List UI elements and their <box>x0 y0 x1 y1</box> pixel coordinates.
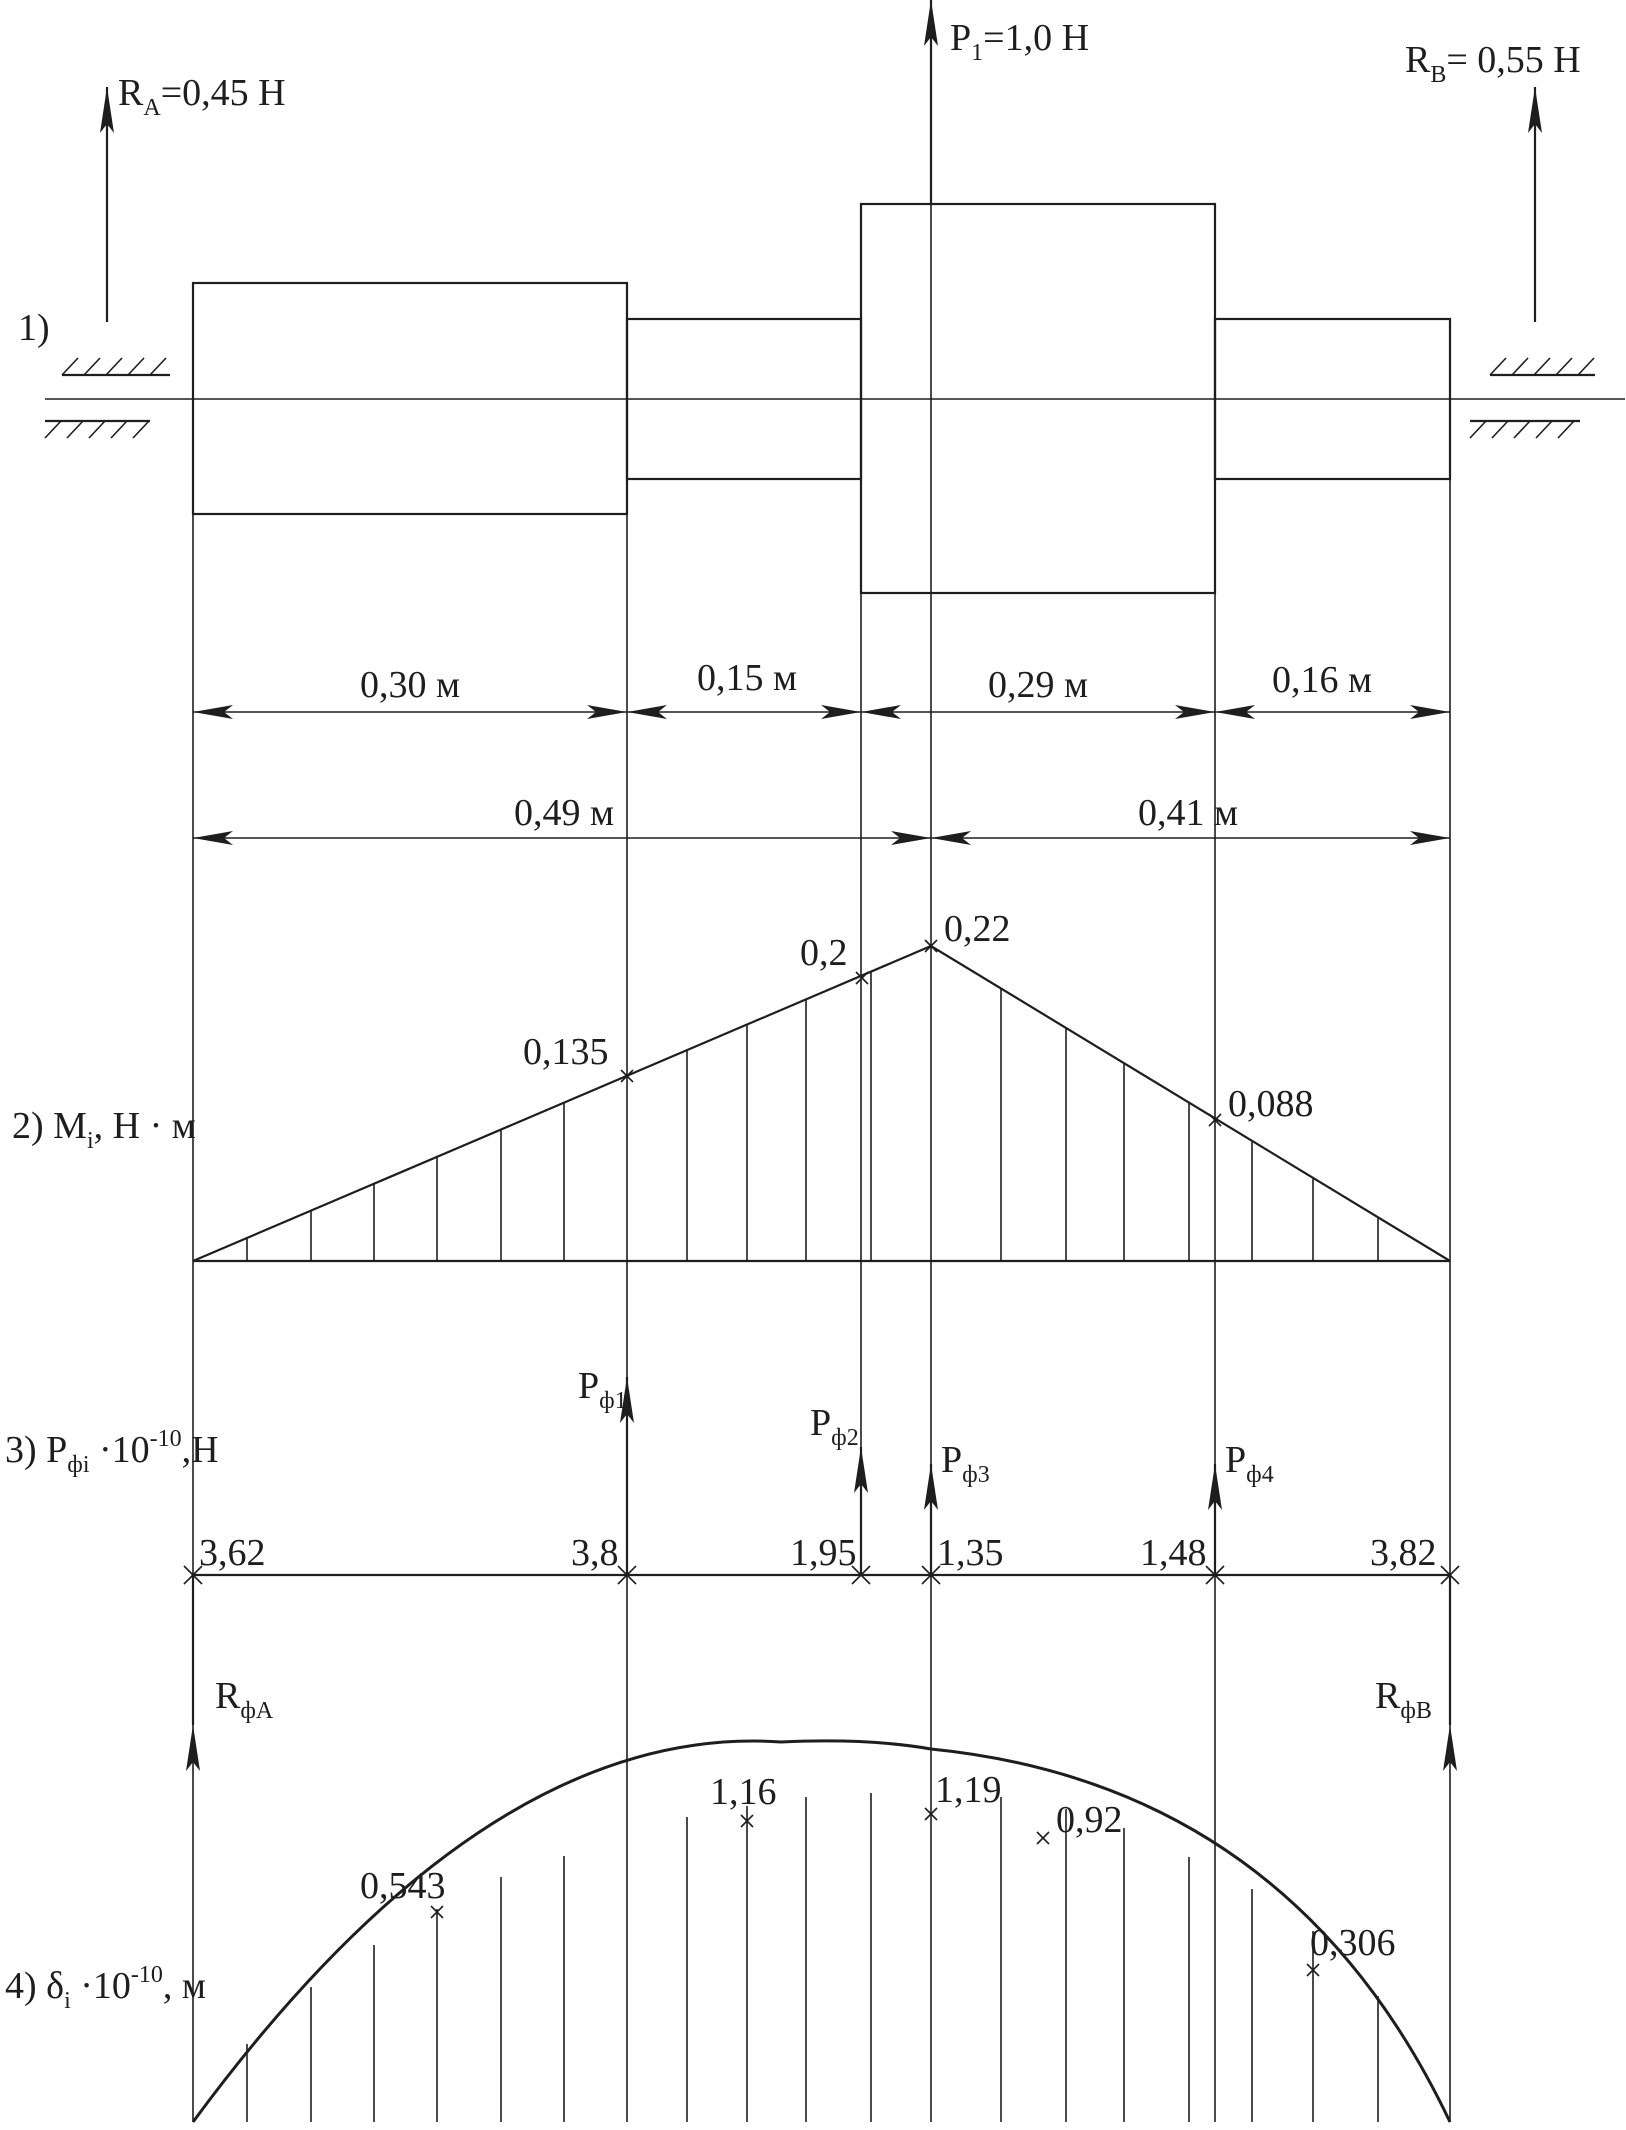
force-value-1: 3,62 <box>199 1532 266 1574</box>
support-b-hatch <box>1470 358 1595 438</box>
shaft-drawing <box>45 204 1625 593</box>
label-p1: $P_1=1,0$ H <box>950 17 1090 66</box>
moment-value-4: 0,088 <box>1228 1083 1314 1125</box>
dim-overall-2: 0,41 м <box>1138 792 1239 834</box>
step-1-label: 1) <box>18 307 50 349</box>
step-4-label: 4) $\delta_i \cdot 10^{-10}$, м <box>5 1962 206 2014</box>
force-value-4: 1,35 <box>937 1532 1004 1574</box>
moment-value-2: 0,2 <box>800 932 848 974</box>
dimension-lines <box>193 712 1450 838</box>
force-value-5: 1,48 <box>1140 1532 1207 1574</box>
projection-lines <box>193 204 1450 2122</box>
dim-overall-1: 0,49 м <box>514 792 615 834</box>
deflection-value-5: 0,306 <box>1310 1922 1396 1964</box>
dim-segment-2: 0,15 м <box>697 657 798 699</box>
deflection-value-4: 0,92 <box>1056 1799 1123 1841</box>
moment-value-3: 0,22 <box>944 908 1011 950</box>
force-value-2: 3,8 <box>571 1532 619 1574</box>
step-3-label: 3) $P_{фi} \cdot 10^{-10},H$ <box>5 1426 219 1478</box>
label-rfa: $R_{фA}$ <box>215 1675 274 1724</box>
label-rfb: $R_{фB}$ <box>1375 1675 1432 1724</box>
deflection-value-2: 1,16 <box>710 1771 777 1813</box>
label-pf2: $P_{ф2}$ <box>810 1402 859 1451</box>
step-2-label: 2) $M_i$, H · м <box>12 1105 196 1154</box>
label-pf1: $P_{ф1}$ <box>578 1365 627 1414</box>
label-pf3: $P_{ф3}$ <box>941 1439 990 1488</box>
label-rb: $R_B= 0,55$ H <box>1405 39 1581 88</box>
dim-segment-3: 0,29 м <box>988 664 1089 706</box>
label-ra: $R_A=0,45$ H <box>118 72 286 121</box>
label-pf4: $P_{ф4}$ <box>1225 1439 1274 1488</box>
moment-value-1: 0,135 <box>523 1031 609 1073</box>
dim-segment-4: 0,16 м <box>1272 659 1373 701</box>
deflection-value-3: 1,19 <box>935 1769 1002 1811</box>
deflection-diagram <box>193 1741 1450 2122</box>
force-value-6: 3,82 <box>1370 1532 1437 1574</box>
force-value-3: 1,95 <box>790 1532 857 1574</box>
dim-segment-1: 0,30 м <box>360 664 461 706</box>
support-a-hatch <box>45 358 170 438</box>
deflection-value-1: 0,543 <box>360 1865 446 1907</box>
